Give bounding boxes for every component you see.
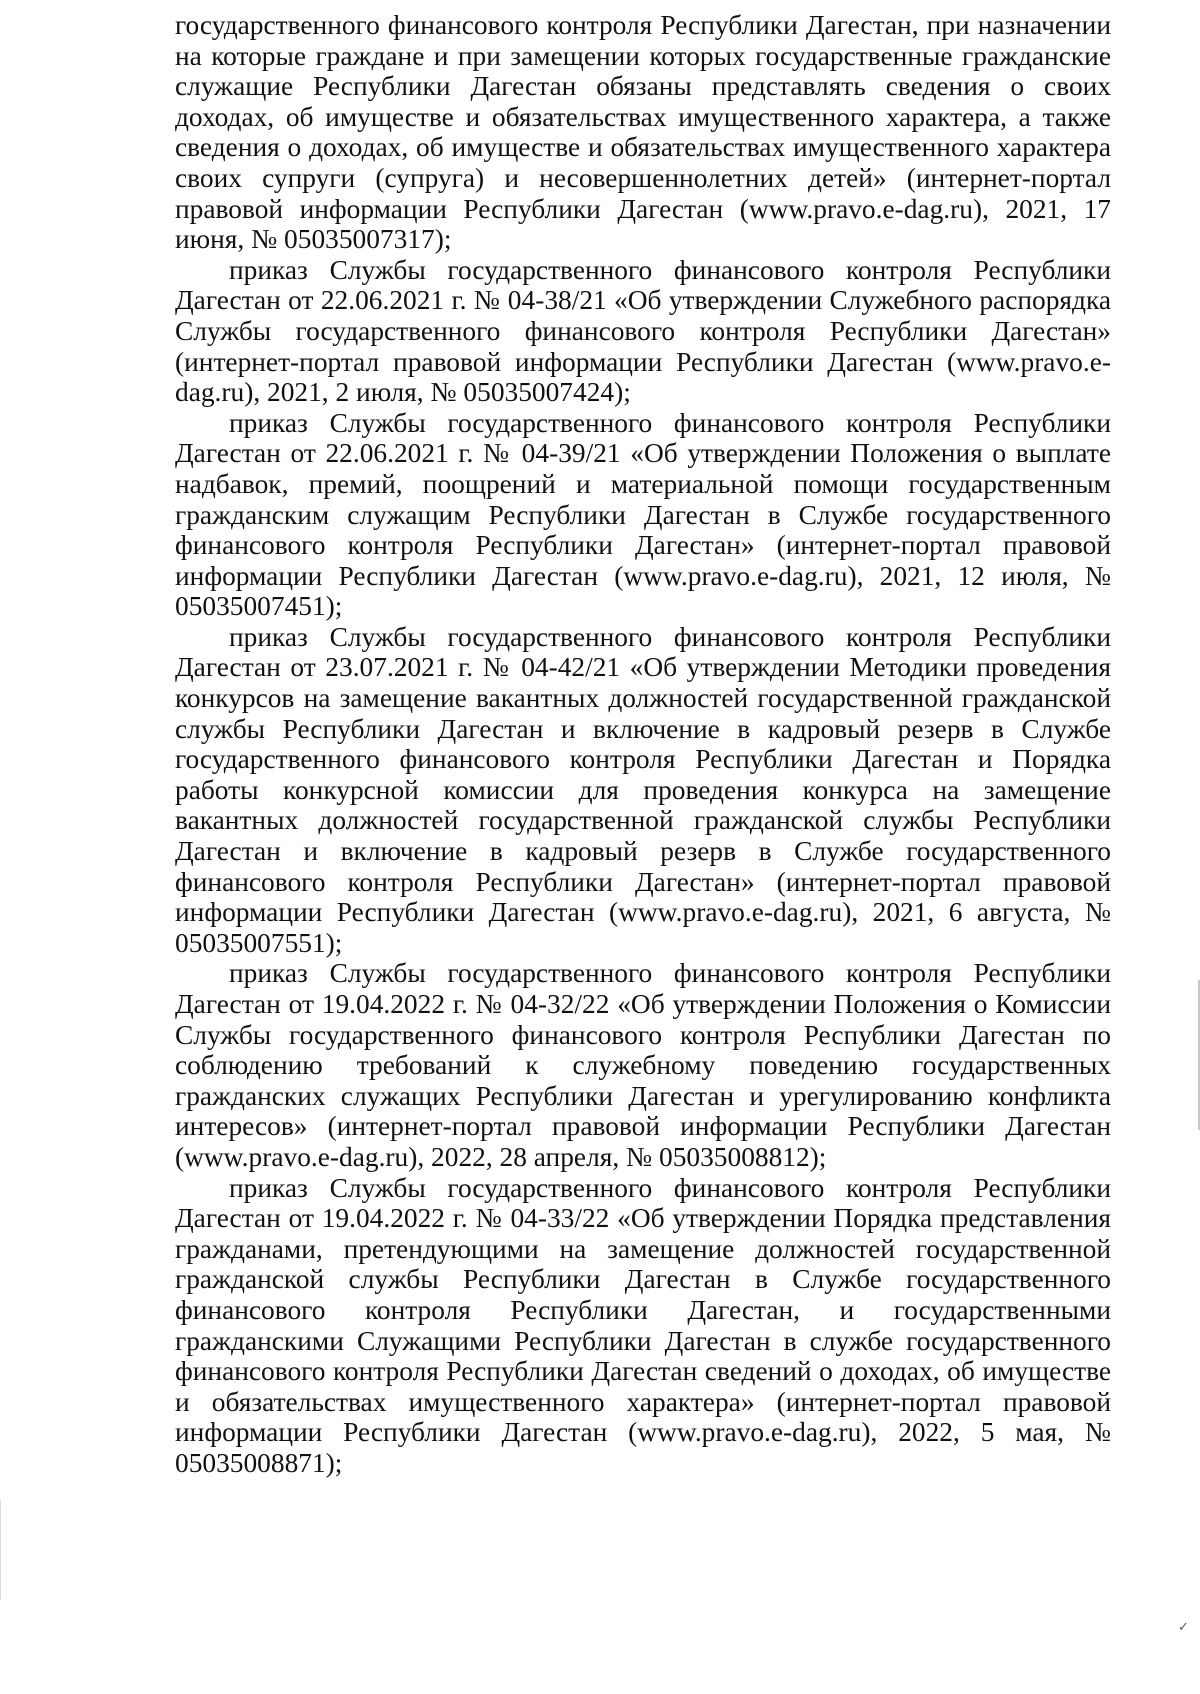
paragraph-order-04-32-22: приказ Службы государственного финансового контроля Республики Дагестан от 19.04.2022 г. № 04-32/22 «Об утверждении Положения о Комиссии Службы государственного финансового контроля Республики Дагестан по соблюдению требований к служебному поведению государственных гражданских служащих Республики Дагестан и урегулированию конфликта интересов» (интернет-портал правовой информации Республики Дагестан (www.pravo.e-dag.ru), 2022, 28 апреля, № 05035008812); [175,958,1111,1172]
paragraph-order-04-38-21: приказ Службы государственного финансового контроля Республики Дагестан от 22.06.2021 г. № 04-38/21 «Об утверждении Служебного распорядка Службы государственного финансового контроля Республики Дагестан» (интернет-портал правовой информации Республики Дагестан (www.pravo.e-dag.ru), 2021, 2 июля, № 05035007424); [175,254,1111,408]
document-body [175,10,1111,1479]
paragraph-continuation: государственного финансового контроля Республики Дагестан, при назначении на которые граждане и при замещении которых государственные гражданские служащие Республики Дагестан обязаны представлять сведения о своих доходах, об имуществе и обязательствах имущественного характера, а также сведения о доходах, об имуществе и обязательствах имущественного характера своих супруги (супруга) и несовершеннолетних детей» (интернет-портал правовой информации Республики Дагестан (www.pravo.e-dag.ru), 2021, 17 июня, № 05035007317); [175,10,1111,255]
paragraph-order-04-33-22: приказ Службы государственного финансового контроля Республики Дагестан от 19.04.2022 г. № 04-33/22 «Об утверждении Порядка представления гражданами, претендующими на замещение должностей государственной гражданской службы Республики Дагестан в Службе государственного финансового контроля Республики Дагестан, и государственными гражданскими Служащими Республики Дагестан в службе государственного финансового контроля Республики Дагестан сведений о доходах, об имуществе и обязательствах имущественного характера» (интернет-портал правовой информации Республики Дагестан (www.pravo.e-dag.ru), 2022, 5 мая, № 05035008871); [175,1172,1111,1478]
scan-edge-mark-left [0,1500,1,1600]
paragraph-order-04-39-21: приказ Службы государственного финансового контроля Республики Дагестан от 22.06.2021 г. № 04-39/21 «Об утверждении Положения о выплате надбавок, премий, поощрений и материальной помощи государственным гражданским служащим Республики Дагестан в Службе государственного финансового контроля Республики Дагестан» (интернет-портал правовой информации Республики Дагестан (www.pravo.e-dag.ru), 2021, 12 июля, № 05035007451); [175,407,1111,622]
scan-artifact-mark: ✓ [1178,1620,1189,1635]
paragraph-order-04-42-21: приказ Службы государственного финансового контроля Республики Дагестан от 23.07.2021 г. № 04-42/21 «Об утверждении Методики проведения конкурсов на замещение вакантных должностей государственной гражданской службы Республики Дагестан и включение в кадровый резерв в Службе государственного финансового контроля Республики Дагестан и Порядка работы конкурсной комиссии для проведения конкурса на замещение вакантных должностей государственной гражданской службы Республики Дагестан и включение в кадровый резерв в Службе государственного финансового контроля Республики Дагестан» (интернет-портал правовой информации Республики Дагестан (www.pravo.e-dag.ru), 2021, 6 августа, № 05035007551); [175,621,1111,958]
